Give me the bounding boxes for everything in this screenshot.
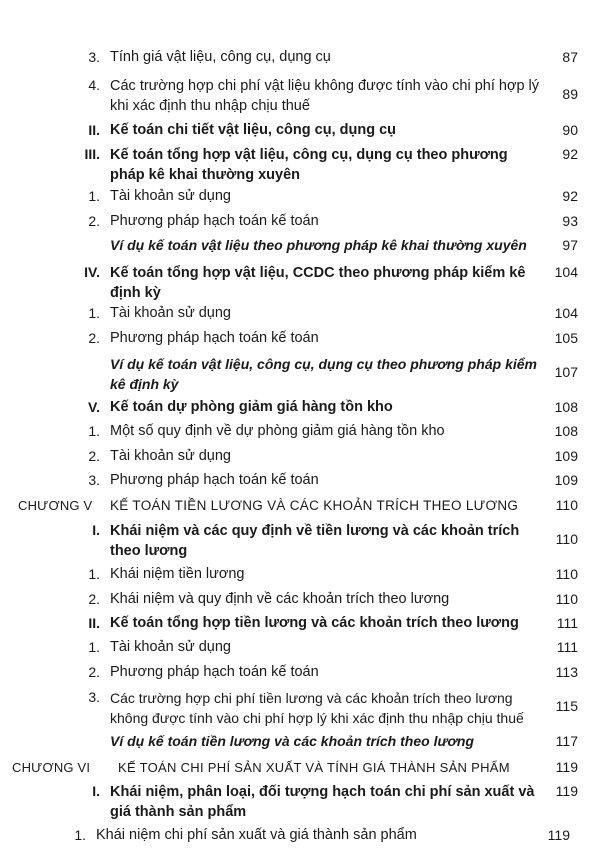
entry-number: I. [92,783,100,799]
entry-page: 109 [554,472,578,488]
entry-title: Tài khoản sử dụng [110,639,231,655]
chapter-label: CHƯƠNG V [18,498,93,513]
entry-title: Tài khoản sử dụng [110,305,231,321]
entry-title: Kế toán tổng hợp tiền lương và các khoản trích theo lương [110,615,519,631]
entry-page: 105 [554,330,578,346]
entry-number: IV. [84,264,100,280]
entry-title: Phương pháp hạch toán kế toán [110,664,319,680]
entry-page: 92 [562,188,578,204]
entry-title: Ví dụ kế toán tiền lương và các khoản trích theo lương [110,733,474,749]
entry-page: 113 [555,664,578,680]
entry-page: 108 [554,423,578,439]
entry-number: 2. [88,330,100,346]
entry-title: Kế toán dự phòng giảm giá hàng tồn kho [110,399,393,415]
entry-title: Phương pháp hạch toán kế toán [110,213,319,229]
entry-title: Một số quy định về dự phòng giảm giá hàng tồn kho [110,423,445,439]
entry-title: Phương pháp hạch toán kế toán [110,330,319,346]
entry-page: 115 [555,698,578,714]
entry-page: 110 [555,531,578,547]
entry-page: 110 [555,497,578,513]
entry-page: 89 [562,86,578,102]
entry-title: Phương pháp hạch toán kế toán [110,472,319,488]
entry-number: 4. [88,77,100,93]
entry-page: 119 [555,783,578,799]
entry-page: 93 [562,213,578,229]
entry-number: 1. [88,423,100,439]
entry-number: 1. [88,305,100,321]
entry-page: 107 [554,364,578,380]
entry-page: 104 [554,305,578,321]
entry-number: III. [84,146,100,162]
entry-number: 2. [88,664,100,680]
chapter-title: KẾ TOÁN CHI PHÍ SẢN XUẤT VÀ TÍNH GIÁ THÀNH SẢN PHẨM [118,760,510,775]
entry-number: 2. [88,448,100,464]
entry-page: 117 [555,733,578,749]
entry-title: Ví dụ kế toán vật liệu, công cụ, dụng cụ theo phương pháp kiểm kê định kỳ [110,356,537,392]
entry-number: 1. [88,639,100,655]
entry-page: 90 [562,122,578,138]
entry-page: 111 [556,639,578,655]
entry-title: Kế toán chi tiết vật liệu, công cụ, dụng cụ [110,122,396,138]
entry-page: 111 [556,615,578,631]
entry-number: 1. [74,827,86,843]
entry-title: Khái niệm và quy định về các khoản trích theo lương [110,591,450,607]
entry-number: 2. [88,591,100,607]
entry-number: II. [88,615,100,631]
entry-title: Kế toán tổng hợp vật liệu, CCDC theo phương pháp kiểm kê định kỳ [110,265,526,301]
entry-number: II. [88,122,100,138]
entry-page: 92 [562,146,578,162]
entry-page: 110 [555,566,578,582]
entry-title: Các trường hợp chi phí tiền lương và các khoản trích theo lương không được tính vào chi phí hợp lý khi xác định thu nhập chịu thuế [110,690,524,726]
entry-page: 109 [554,448,578,464]
entry-page: 87 [562,49,578,65]
entry-title: Các trường hợp chi phí vật liệu không được tính vào chi phí hợp lý khi xác định thu nhập chịu thuế [110,78,540,114]
entry-title: Khái niệm, phân loại, đối tượng hạch toán chi phí sản xuất và giá thành sản phẩm [110,784,535,820]
entry-number: 1. [88,566,100,582]
entry-page: 119 [547,827,570,843]
entry-title: Tính giá vật liệu, công cụ, dụng cụ [110,49,331,65]
entry-number: 1. [88,188,100,204]
entry-page: 110 [555,591,578,607]
entry-title: Khái niệm chi phí sản xuất và giá thành sản phẩm [96,827,417,843]
chapter-title: KẾ TOÁN TIỀN LƯƠNG VÀ CÁC KHOẢN TRÍCH THEO LƯƠNG [110,498,519,513]
entry-number: 3. [88,689,100,705]
entry-title: Khái niệm và các quy định về tiền lương và các khoản trích theo lương [110,523,520,559]
entry-title: Tài khoản sử dụng [110,448,231,464]
entry-number: V. [88,399,100,415]
entry-number: 3. [88,49,100,65]
chapter-label: CHƯƠNG VI [12,760,91,775]
entry-page: 104 [554,264,578,280]
entry-number: 3. [88,472,100,488]
entry-title: Tài khoản sử dụng [110,188,231,204]
entry-number: 2. [88,213,100,229]
entry-title: Kế toán tổng hợp vật liệu, công cụ, dụng cụ theo phương pháp kê khai thường xuyên [110,147,508,183]
entry-page: 108 [554,399,578,415]
entry-title: Khái niệm tiền lương [110,566,245,582]
entry-title: Ví dụ kế toán vật liệu theo phương pháp kê khai thường xuyên [110,237,527,253]
entry-page: 119 [555,759,578,775]
entry-number: I. [92,522,100,538]
entry-page: 97 [562,237,578,253]
